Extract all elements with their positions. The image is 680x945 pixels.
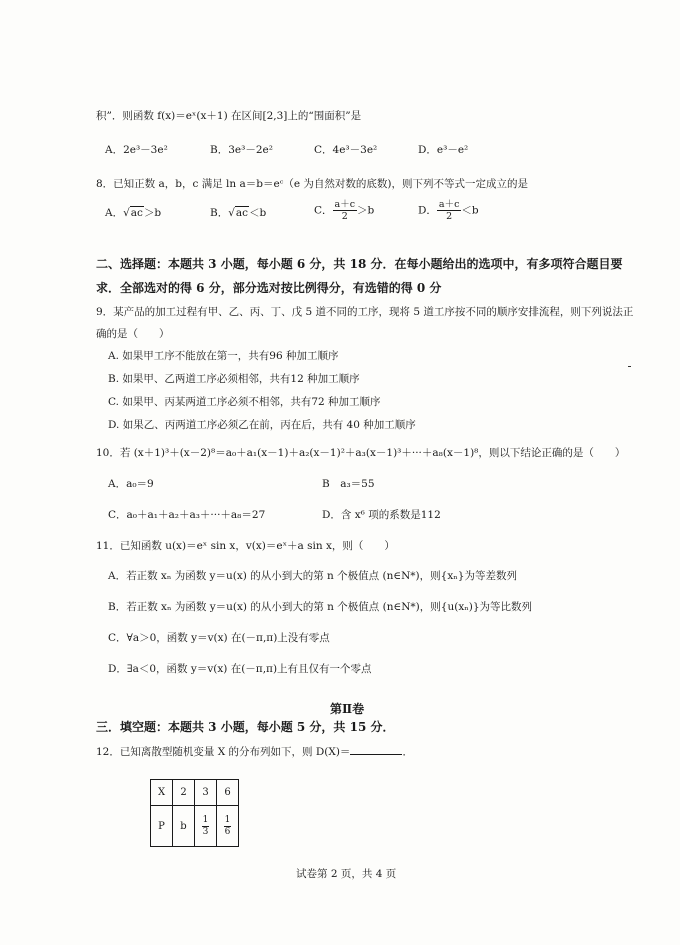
table-cell-p-b: b <box>173 806 195 847</box>
table-cell-x: X <box>151 780 173 806</box>
q8-option-c <box>314 199 374 222</box>
q8-option-c-fraction <box>333 199 358 222</box>
q12-stem-end: ． <box>402 746 413 758</box>
q10-option-c: C．a₀＋a₁＋a₂＋a₃＋···＋a₈＝27 <box>108 509 266 521</box>
q7-option-d: D．e³－e² <box>418 144 469 156</box>
fraction-denominator: 3 <box>202 826 209 837</box>
q8-option-c-rest: ＞b <box>357 204 375 217</box>
fraction-denominator: 6 <box>224 826 231 837</box>
q7-option-a: A．2e³－3e² <box>105 144 168 156</box>
q8-option-d-label: D． <box>418 204 437 217</box>
q11-option-b: B．若正数 xₙ 为函数 y＝u(x) 的从小到大的第 n 个极值点 (n∈N*)，则{u(xₙ)}为等比数列 <box>108 601 533 613</box>
q8-option-d-denominator: 2 <box>446 211 453 222</box>
q9-option-b: B. 如果甲、乙两道工序必须相邻，共有12 种加工顺序 <box>108 373 360 385</box>
q8-option-b-radicand: ac <box>235 207 249 219</box>
q12-stem-text: 12．已知离散型随机变量 X 的分布列如下，则 D(X)＝ <box>96 746 351 758</box>
q8-option-d-rest: ＜b <box>461 204 479 217</box>
q9-stem-line1: 9．某产品的加工过程有甲、乙、丙、丁、戊 5 道不同的工序，现将 5 道工序按不同的顺序安排流程，则下列说法正 <box>96 306 634 318</box>
table-cell-p-third <box>195 806 217 847</box>
q8-option-c-numerator: a＋c <box>334 199 356 210</box>
table-cell-x-3: 3 <box>195 780 217 806</box>
q10-stem: 10．若 (x＋1)³＋(x－2)⁸＝a₀＋a₁(x－1)＋a₂(x－1)²＋a₃(x－1)³＋···＋a₈(x－1)⁸，则以下结论正确的是（ ） <box>96 447 626 459</box>
q9-stem-line2: 确的是（ ） <box>96 328 170 340</box>
q8-option-b: B．√ac＜b <box>210 207 267 219</box>
section2-heading-line1: 二、选择题：本题共 3 小题，每小题 6 分，共 18 分．在每小题给出的选项中，有多项符合题目要 <box>96 257 623 271</box>
q12-answer-blank[interactable] <box>350 744 402 755</box>
q10-option-b: B a₃＝55 <box>322 478 375 490</box>
q8-option-b-label: B． <box>210 207 229 219</box>
table-cell-x-6: 6 <box>217 780 239 806</box>
q11-option-a: A．若正数 xₙ 为函数 y＝u(x) 的从小到大的第 n 个极值点 (n∈N*)，则{xₙ}为等差数列 <box>108 570 517 582</box>
table-cell-p: P <box>151 806 173 847</box>
q9-option-c: C. 如果甲、丙某两道工序必须不相邻，共有72 种加工顺序 <box>108 396 381 408</box>
page-footer: 试卷第 2 页，共 4 页 <box>296 868 397 880</box>
q8-option-a-label: A． <box>105 207 124 219</box>
section3-heading: 三．填空题：本题共 3 小题，每小题 5 分，共 15 分． <box>96 720 395 734</box>
q8-option-c-label: C． <box>314 204 333 217</box>
q11-stem: 11．已知函数 u(x)＝eˣ sin x，v(x)＝eˣ＋a sin x，则（ ） <box>96 540 395 552</box>
q12-stem <box>96 744 413 759</box>
q11-option-c: C．∀a＞0，函数 y＝v(x) 在(－π,π)上没有零点 <box>108 632 330 644</box>
q8-option-a: A．√ac＞b <box>105 207 162 219</box>
q8-option-d <box>418 199 479 222</box>
fraction-numerator: 1 <box>202 814 209 825</box>
q8-option-d-fraction <box>437 199 462 222</box>
q11-option-d: D．∃a＜0，函数 y＝v(x) 在(－π,π)上有且仅有一个零点 <box>108 663 372 675</box>
q7-option-c: C．4e³－3e² <box>314 144 378 156</box>
q8-option-a-rest: ＞b <box>143 207 162 219</box>
q8-option-b-rest: ＜b <box>249 207 267 219</box>
q8-option-a-radicand: ac <box>130 207 143 219</box>
q8-stem: 8．已知正数 a，b，c 满足 ln a＝b＝eᶜ（e 为自然对数的底数)，则下列不等式一定成立的是 <box>96 178 528 190</box>
q7-option-b: B．3e³－2e² <box>210 144 273 156</box>
q9-option-d: D. 如果乙、丙两道工序必须乙在前，丙在后，共有 40 种加工顺序 <box>108 419 416 431</box>
q8-option-c-denominator: 2 <box>341 211 348 222</box>
stray-mark <box>628 366 631 367</box>
part2-title: 第Ⅱ卷 <box>330 702 365 716</box>
q9-option-a: A. 如果甲工序不能放在第一，共有96 种加工顺序 <box>108 350 339 362</box>
q10-option-a: A．a₀＝9 <box>108 478 154 490</box>
table-cell-x-2: 2 <box>173 780 195 806</box>
section2-heading-line2: 求．全部选对的得 6 分，部分选对按比例得分，有选错的得 0 分 <box>96 281 442 295</box>
q10-option-d: D．含 x⁶ 项的系数是112 <box>322 509 441 521</box>
q7-stem: 积”．则函数 f(x)＝eˣ(x＋1) 在区间[2,3]上的“围面积”是 <box>96 110 362 122</box>
distribution-table <box>150 779 239 847</box>
q8-option-d-numerator: a＋c <box>438 199 460 210</box>
table-cell-p-sixth <box>217 806 239 847</box>
fraction-numerator: 1 <box>224 814 231 825</box>
